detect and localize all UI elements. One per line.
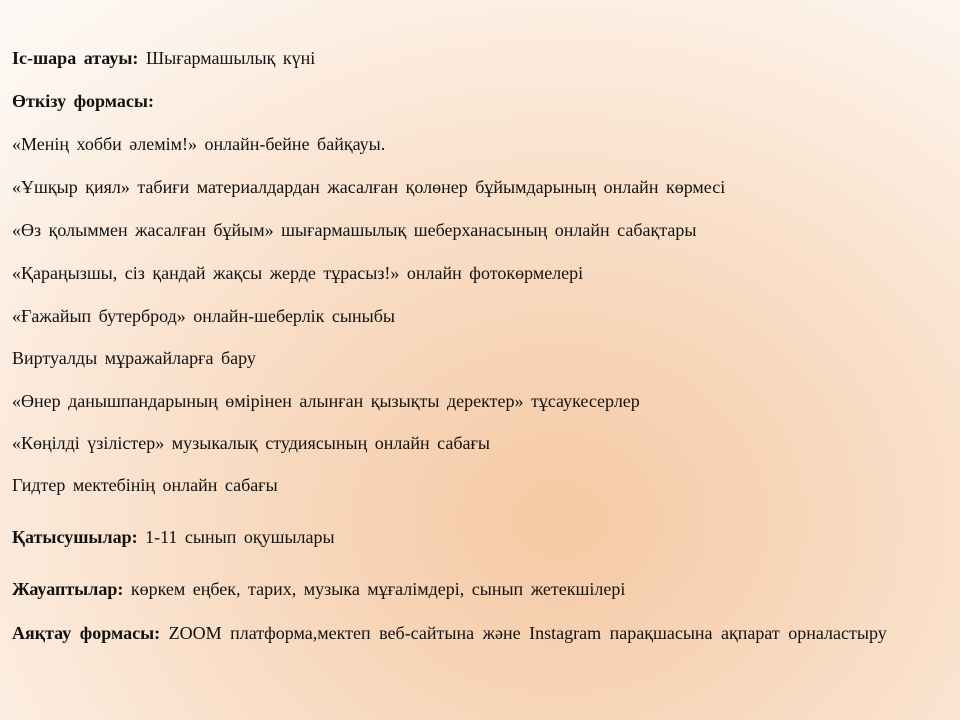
completion-value: ZOOM платформа,мектеп веб-сайтына және Instagram парақшасына ақпарат орналастыру (168, 623, 887, 643)
responsible-line (12, 577, 625, 601)
activity-item: Виртуалды мұражайларға бару (12, 348, 256, 368)
event-name-value: Шығармашылық күні (145, 48, 316, 68)
activity-item: «Өнер данышпандарының өмірінен алынған қызықты деректер» тұсаукесерлер (12, 391, 640, 411)
activity-item: «Ұшқыр қиял» табиғи материалдардан жасалған қолөнер бұйымдарының онлайн көрмесі (12, 177, 726, 197)
participants-label: Қатысушылар: (12, 527, 138, 547)
activity-item: «Қараңызшы, сіз қандай жақсы жерде тұрасыз!» онлайн фотокөрмелері (12, 263, 584, 283)
responsible-value: көркем еңбек, тарих, музыка мұғалімдері, сынып жетекшілері (130, 579, 626, 599)
completion-label: Аяқтау формасы: (12, 623, 161, 643)
event-name-line (12, 46, 315, 70)
participants-value: 1-11 сынып оқушылары (145, 527, 335, 547)
activity-item: «Ғажайып бутерброд» онлайн-шеберлік сыныбы (12, 306, 395, 326)
event-name-label: Іс-шара атауы: (12, 48, 139, 68)
responsible-label: Жауаптылар: (12, 579, 124, 599)
activity-item: «Өз қолыммен жасалған бұйым» шығармашылық шеберханасының онлайн сабақтары (12, 220, 697, 240)
activity-item: «Менің хобби әлемім!» онлайн-бейне байқауы. (12, 134, 386, 154)
completion-line (12, 621, 912, 645)
format-line (12, 89, 154, 113)
format-label: Өткізу формасы: (12, 91, 154, 111)
activity-item: Гидтер мектебінің онлайн сабағы (12, 475, 278, 495)
participants-line (12, 525, 335, 549)
activity-item: «Көңілді үзілістер» музыкалық студиясының онлайн сабағы (12, 433, 490, 453)
